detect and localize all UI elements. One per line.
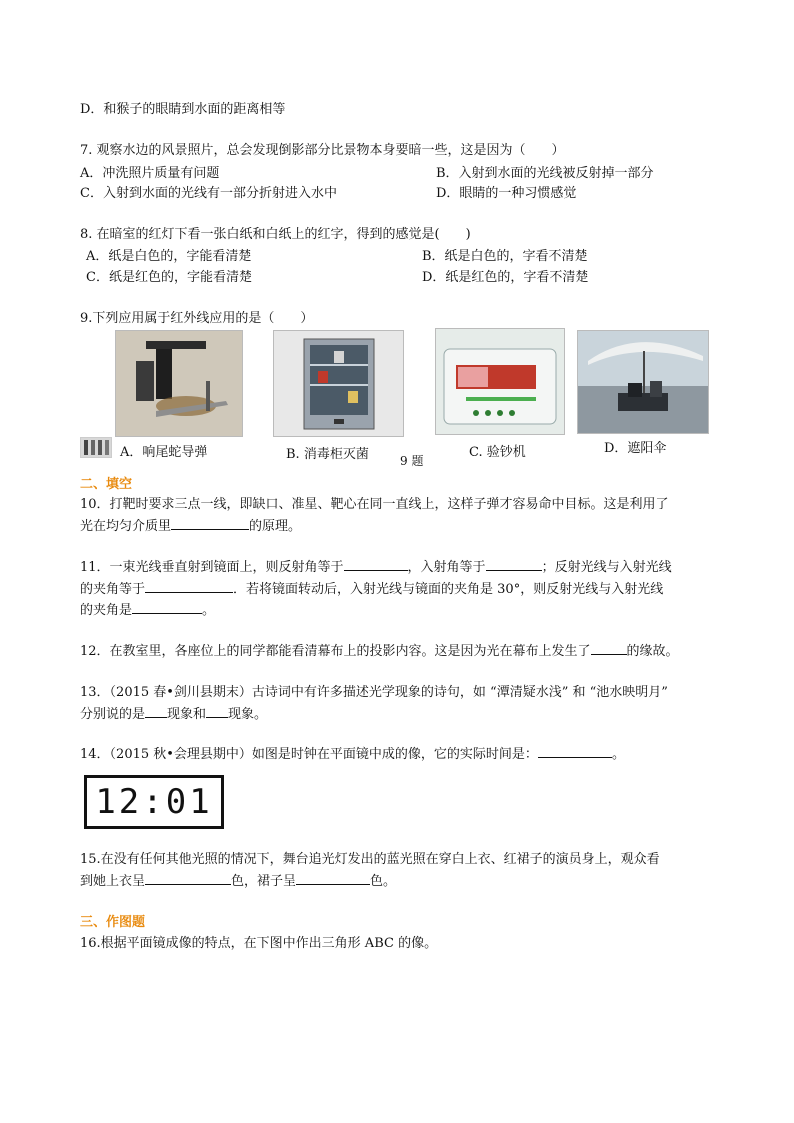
q8-option-b: B．纸是白色的，字看不清楚 (422, 249, 588, 264)
q7-stem: 7. 观察水边的风景照片，总会发现倒影部分比景物本身要暗一些，这是因为（ ） (80, 143, 565, 158)
missile-illustration (116, 331, 242, 436)
q14-text-b: 。 (611, 747, 625, 762)
q7-option-a: A．冲洗照片质量有问题 (80, 166, 220, 181)
parasol-illustration (578, 331, 708, 433)
parasol-photo (577, 330, 709, 434)
missile-photo (115, 330, 243, 437)
q15-text-b: 色，裙子呈 (231, 874, 297, 889)
q13-line1: 13．（2015 春•剑川县期末）古诗词中有许多描述光学现象的诗句，如 “潭清疑水浅” 和 “池水映明月” (80, 685, 668, 700)
q8-option-a: A．纸是白色的，字能看清楚 (86, 249, 252, 264)
q16-stem: 16.根据平面镜成像的特点，在下图中作出三角形 ABC 的像。 (80, 936, 438, 951)
q10-text-a: 光在均匀介质里 (80, 519, 172, 534)
q12-text-b: 的缘故。 (626, 644, 679, 659)
disinfection-cabinet-photo (273, 330, 404, 437)
q12-blank[interactable] (591, 641, 627, 655)
q11-line2 (80, 578, 663, 597)
q11-blank-reflection-angle[interactable] (344, 557, 408, 571)
q11-line3 (80, 599, 215, 618)
q7-option-d: D．眼睛的一种习惯感觉 (436, 186, 577, 201)
q11-text-3a: 的夹角是 (80, 603, 133, 618)
q8-stem: 8. 在暗室的红灯下看一张白纸和白纸上的红字，得到的感觉是( ) (80, 227, 471, 242)
q11-text-2b: ．若将镜面转动后，入射光线与镜面的夹角是 30°，则反射光线与入射光线 (233, 582, 664, 597)
q11-text-1a: 11．一束光线垂直射到镜面上，则反射角等于 (80, 560, 344, 575)
q9-stem: 9.下列应用属于红外线应用的是（ ） (80, 311, 314, 326)
q6-option-d: D．和猴子的眼睛到水面的距离相等 (80, 102, 286, 117)
q13-line2 (80, 703, 267, 722)
q12-text-a: 12．在教室里，各座位上的同学都能看清幕布上的投影内容。这是因为光在幕布上发生了 (80, 644, 591, 659)
q10-line2 (80, 515, 301, 534)
q14-line (80, 743, 625, 762)
q14-text-a: 14．（2015 秋•会理县期中）如图是时钟在平面镜中成的像，它的实际时间是： (80, 747, 538, 762)
q10-blank[interactable] (171, 516, 249, 530)
q11-blank-new-angle[interactable] (132, 600, 202, 614)
q13-blank-1[interactable] (145, 704, 167, 718)
q15-text-c: 色。 (370, 874, 397, 889)
money-detector-photo (435, 328, 565, 435)
caption-c: C. 验钞机 (469, 445, 526, 460)
detector-illustration (436, 329, 564, 434)
q11-text-1c: ；反射光线与入射光线 (541, 560, 672, 575)
section-fill-in-title: 二、填空 (80, 477, 133, 492)
caption-a: A．响尾蛇导弹 (120, 445, 208, 460)
q12-line (80, 640, 679, 659)
q7-option-c: C．入射到水面的光线有一部分折射进入水中 (80, 186, 337, 201)
q15-blank-shirt[interactable] (145, 871, 231, 885)
caption-b: B. 消毒柜灭菌 (286, 447, 369, 462)
q13-text-c: 现象。 (228, 707, 268, 722)
q8-option-d: D．纸是红色的，字看不清楚 (422, 270, 589, 285)
q15-line1: 15.在没有任何其他光照的情况下，舞台追光灯发出的蓝光照在穿白上衣、红裙子的演员身上，观众看 (80, 852, 660, 867)
q11-text-1b: ，入射角等于 (407, 560, 486, 575)
q11-blank-angle-between[interactable] (145, 579, 233, 593)
caption-d: D．遮阳伞 (604, 441, 667, 456)
q11-text-2a: 的夹角等于 (80, 582, 146, 597)
q13-blank-2[interactable] (206, 704, 228, 718)
q15-text-a: 到她上衣呈 (80, 874, 146, 889)
thumbnail-image (81, 438, 111, 457)
cabinet-illustration (274, 331, 403, 436)
figure-label-9: 9 题 (400, 454, 424, 468)
q13-text-b: 现象和 (167, 707, 207, 722)
q11-line1 (80, 556, 672, 575)
q10-line1: 10．打靶时要求三点一线，即缺口、准星、靶心在同一直线上，这样子弹才容易命中目标。这是利用了 (80, 497, 669, 512)
q7-option-b: B．入射到水面的光线被反射掉一部分 (436, 166, 654, 181)
small-thumbnail (80, 437, 112, 458)
q8-option-c: C．纸是红色的，字能看清楚 (86, 270, 252, 285)
q11-text-3b: 。 (202, 603, 216, 618)
q15-blank-skirt[interactable] (296, 871, 370, 885)
section-drawing-title: 三、作图题 (80, 915, 146, 930)
q11-blank-incidence-angle[interactable] (486, 557, 542, 571)
q13-text-a: 分别说的是 (80, 707, 146, 722)
mirrored-clock-display: 12:01 (84, 775, 224, 829)
q15-line2 (80, 870, 396, 889)
q14-blank[interactable] (538, 744, 612, 758)
q10-text-b: 的原理。 (249, 519, 302, 534)
